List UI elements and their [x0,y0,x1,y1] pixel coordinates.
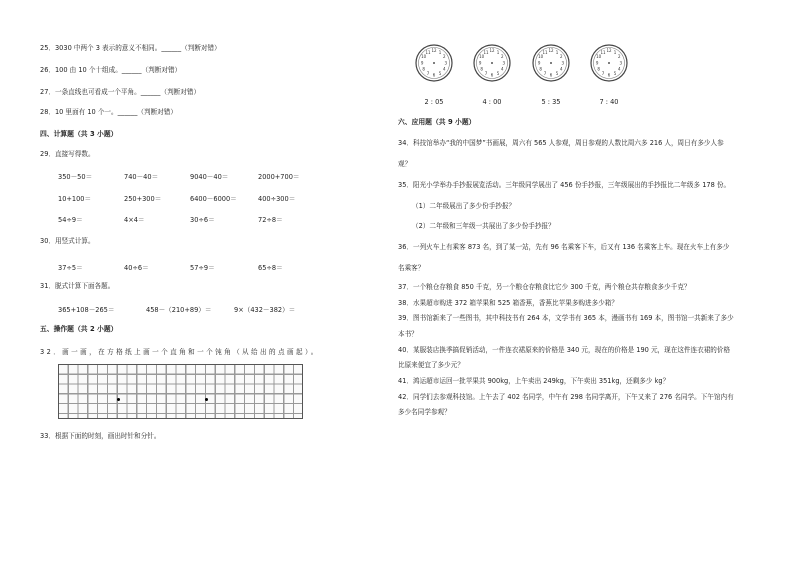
question-25: 25．3030 中两个 3 表示的意义不相同。______（判断对错） [40,44,221,52]
question-40-line2: 比原来便宜了多少元？ [398,361,464,369]
clock-face-1[interactable] [414,43,454,83]
svg-text:3: 3 [619,60,623,66]
question-34-line2: 观？ [398,160,412,168]
svg-text:12: 12 [606,48,612,53]
calc-30-2: 40÷6＝ [124,264,149,272]
question-36-line1: 36．一列火车上有乘客 873 名，到了某一站，先有 96 名乘客下车，后又有 136 名乘客上车。现在火车上有多少 [398,243,730,251]
svg-text:11: 11 [600,49,606,55]
svg-text:12: 12 [548,48,554,53]
svg-text:7: 7 [484,70,488,76]
calc-29-r2c1: 10+100＝ [58,195,92,203]
question-37: 37．一个粮仓存粮食 850 千克，另一个粮仓存粮食比它少 300 千克，两个粮仓共存粮食多少千克？ [398,283,691,291]
svg-text:10: 10 [596,54,602,60]
clock-label-2: 4 : 00 [482,98,502,106]
question-29: 29．直接写得数。 [40,150,95,158]
calc-29-r2c4: 400÷300＝ [258,195,296,203]
svg-text:1: 1 [613,49,617,55]
question-41: 41．鸿运超市运回一批苹果共 900kg，上午卖出 249kg，下午卖出 351kg，还剩多少 kg？ [398,377,670,385]
calc-30-3: 57÷9＝ [190,264,215,272]
svg-text:9: 9 [595,60,599,66]
question-33: 33．根据下面的时刻，画出时针和分针。 [40,432,161,440]
calc-29-r2c2: 250+300＝ [124,195,162,203]
question-27: 27．一条直线也可看成一个平角。______（判断对错） [40,88,201,96]
calc-29-r1c3: 9040－40＝ [190,173,229,181]
calc-31-3: 9×（432－382）＝ [234,306,296,314]
svg-text:2: 2 [560,54,563,60]
svg-text:1: 1 [438,49,442,55]
svg-text:8: 8 [597,66,600,72]
start-point-1[interactable] [117,398,120,401]
svg-text:2: 2 [618,54,621,60]
question-35-part2: （2）二年级和三年级一共展出了多少份手抄报？ [412,222,555,230]
svg-text:10: 10 [421,54,427,60]
svg-text:3: 3 [444,60,448,66]
start-point-2[interactable] [205,398,208,401]
svg-text:4: 4 [560,66,563,72]
svg-text:8: 8 [539,66,542,72]
svg-text:5: 5 [438,70,442,76]
calc-29-r3c1: 54÷9＝ [58,216,83,224]
clock-face-2[interactable] [472,43,512,83]
svg-text:12: 12 [431,48,437,53]
svg-text:4: 4 [443,66,446,72]
question-39-line1: 39．图书馆新来了一些图书，其中科技书有 264 本，文学书有 365 本，漫画书有 169 本，图书馆一共新来了多少 [398,314,734,322]
svg-text:6: 6 [549,72,553,78]
svg-text:7: 7 [426,70,430,76]
section-4-heading: 四、计算题（共 3 小题） [40,130,118,138]
svg-text:11: 11 [542,49,548,55]
svg-text:8: 8 [422,66,425,72]
svg-text:9: 9 [420,60,424,66]
svg-text:9: 9 [478,60,482,66]
clock-label-4: 7 : 40 [599,98,619,106]
clock-face-3[interactable] [531,43,571,83]
calc-30-1: 37÷5＝ [58,264,83,272]
question-36-line2: 名乘客？ [398,264,425,272]
svg-text:4: 4 [501,66,504,72]
calc-29-r1c1: 350－50＝ [58,173,93,181]
svg-text:6: 6 [607,72,611,78]
question-40-line1: 40．某服装店换季搞促销活动，一件连衣裙原来的价格是 340 元，现在的价格是 190 元，现在这件连衣裙的价格 [398,346,731,354]
svg-text:9: 9 [537,60,541,66]
section-6-heading: 六、应用题（共 9 小题） [398,118,476,126]
section-5-heading: 五、操作题（共 2 小题） [40,325,118,333]
svg-text:12: 12 [489,48,495,53]
question-26: 26．100 由 10 个十组成。______（判断对错） [40,66,182,74]
question-34-line1: 34．科技馆举办“我的中国梦”书画展，周六有 565 人参观，周日参观的人数比周六多 216 人，周日有多少人参 [398,139,724,147]
svg-text:8: 8 [480,66,483,72]
svg-text:7: 7 [601,70,605,76]
svg-text:3: 3 [502,60,506,66]
clock-face-4[interactable] [589,43,629,83]
calc-31-2: 458－（210+89）＝ [146,306,212,314]
svg-text:11: 11 [425,49,431,55]
svg-text:1: 1 [496,49,500,55]
graph-paper-grid[interactable] [58,364,303,419]
question-42-line1: 42．同学们去参观科技馆。上午去了 402 名同学，中午有 298 名同学离开，下午又来了 276 名同学。下午馆内有 [398,393,734,401]
calc-29-r2c3: 6400－6000＝ [190,195,237,203]
svg-text:1: 1 [555,49,559,55]
question-28: 28．10 里面有 10 个一。______（判断对错） [40,108,177,116]
question-32: 32．画一画，在方格纸上画一个直角和一个钝角（从给出的点画起）。 [40,348,320,356]
clock-label-1: 2 : 05 [424,98,444,106]
calc-29-r3c4: 72÷8＝ [258,216,283,224]
question-35-part1: （1）二年级展出了多少份手抄报？ [412,202,516,210]
svg-text:6: 6 [432,72,436,78]
svg-text:10: 10 [479,54,485,60]
svg-text:4: 4 [618,66,621,72]
question-31: 31．脱式计算下面各题。 [40,282,115,290]
svg-text:3: 3 [561,60,565,66]
calc-31-1: 365+108－265＝ [58,306,115,314]
svg-text:5: 5 [496,70,500,76]
svg-text:2: 2 [443,54,446,60]
svg-text:10: 10 [538,54,544,60]
question-30: 30．用竖式计算。 [40,237,95,245]
calc-29-r3c2: 4×4＝ [124,216,145,224]
question-35: 35．阳光小学举办手抄报展览活动。三年级同学展出了 456 份手抄报，三年级展出的手抄报比二年级多 178 份。 [398,181,731,189]
calc-29-r1c4: 2000+700＝ [258,173,300,181]
svg-text:11: 11 [483,49,489,55]
svg-text:5: 5 [555,70,559,76]
calc-29-r3c3: 30÷6＝ [190,216,215,224]
calc-29-r1c2: 740－40＝ [124,173,159,181]
question-42-line2: 多少名同学参观？ [398,408,451,416]
question-38: 38．水果超市购进 372 箱苹果和 525 箱香蕉，香蕉比苹果多购进多少箱？ [398,299,618,307]
calc-30-4: 65÷8＝ [258,264,283,272]
clock-label-3: 5 : 35 [541,98,561,106]
question-39-line2: 本书？ [398,330,418,338]
svg-text:6: 6 [490,72,494,78]
svg-text:7: 7 [543,70,547,76]
svg-text:5: 5 [613,70,617,76]
svg-text:2: 2 [501,54,504,60]
